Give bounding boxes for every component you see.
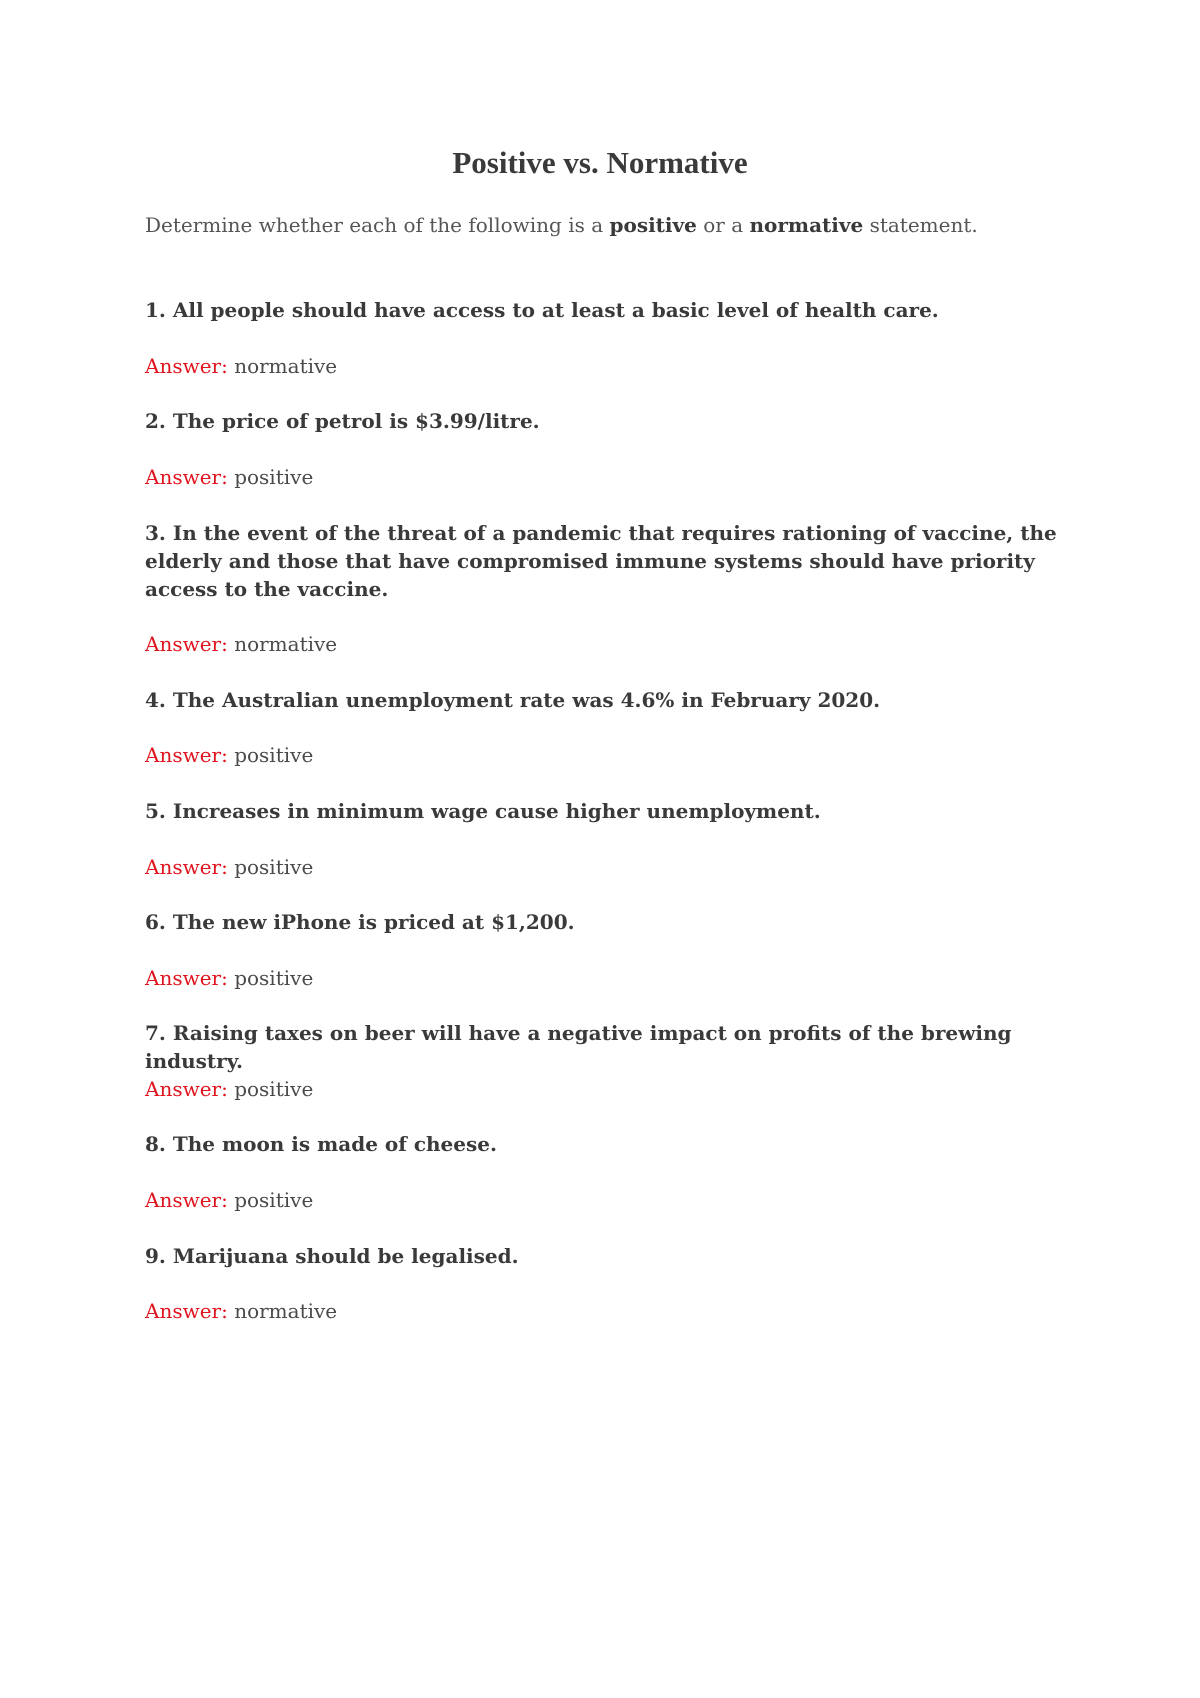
- page-title: Positive vs. Normative: [452, 145, 748, 180]
- answer-3: [145, 630, 1065, 658]
- answer-7: [145, 1075, 1065, 1103]
- answer-8: [145, 1186, 1065, 1214]
- answer-6: [145, 964, 1065, 992]
- answer-value: normative: [234, 354, 338, 378]
- question-8: 8. The moon is made of cheese.: [145, 1132, 497, 1156]
- answer-1: [145, 352, 1065, 380]
- answer-value: positive: [234, 1077, 314, 1101]
- answer-4: [145, 741, 1065, 769]
- answer-value: positive: [234, 465, 314, 489]
- instructions-normative-term: normative: [749, 213, 864, 237]
- answer-9: [145, 1297, 1065, 1325]
- answer-value: positive: [234, 966, 314, 990]
- answer-label: Answer:: [145, 465, 228, 489]
- question-1: 1. All people should have access to at least a basic level of health care.: [145, 298, 939, 322]
- question-5: 5. Increases in minimum wage cause higher unemployment.: [145, 799, 821, 823]
- answer-label: Answer:: [145, 632, 228, 656]
- answer-2: [145, 463, 1065, 491]
- answer-value: normative: [234, 632, 338, 656]
- answer-value: positive: [234, 1188, 314, 1212]
- instructions-text-start: Determine whether each of the following is a: [145, 213, 610, 237]
- answer-label: Answer:: [145, 966, 228, 990]
- answer-label: Answer:: [145, 1188, 228, 1212]
- answer-5: [145, 853, 1065, 881]
- answer-value: normative: [234, 1299, 338, 1323]
- answer-label: Answer:: [145, 855, 228, 879]
- answer-label: Answer:: [145, 1077, 228, 1101]
- instructions-text-middle: or a: [696, 213, 750, 237]
- answer-value: positive: [234, 855, 314, 879]
- answer-label: Answer:: [145, 354, 228, 378]
- instructions: [145, 211, 1065, 239]
- question-6: 6. The new iPhone is priced at $1,200.: [145, 910, 575, 934]
- question-7: 7. Raising taxes on beer will have a negative impact on profits of the brewing industry.: [145, 1021, 1012, 1073]
- answer-value: positive: [234, 743, 314, 767]
- question-4: 4. The Australian unemployment rate was 4.6% in February 2020.: [145, 688, 881, 712]
- answer-label: Answer:: [145, 1299, 228, 1323]
- instructions-text-end: statement.: [863, 213, 978, 237]
- question-9: 9. Marijuana should be legalised.: [145, 1244, 519, 1268]
- instructions-positive-term: positive: [609, 213, 697, 237]
- answer-label: Answer:: [145, 743, 228, 767]
- question-3: 3. In the event of the threat of a pandemic that requires rationing of vaccine, the elderly and those that have compromised immune systems should have priority access to the vaccine.: [145, 521, 1057, 601]
- question-2: 2. The price of petrol is $3.99/litre.: [145, 409, 540, 433]
